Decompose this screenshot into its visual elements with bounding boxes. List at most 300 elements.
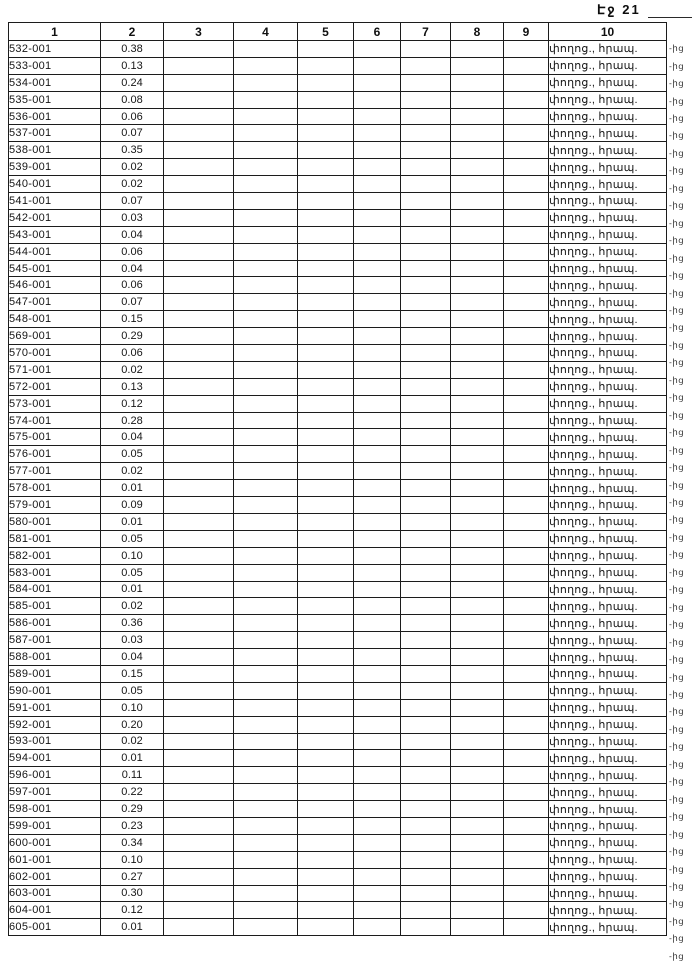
empty-cell <box>234 74 298 91</box>
note-cell: փողոց., հրապ. <box>549 429 667 446</box>
note-cell: փողոց., հրապ. <box>549 632 667 649</box>
parcel-id-cell: 577-001 <box>9 463 101 480</box>
empty-cell <box>451 193 504 210</box>
value-cell: 0.27 <box>101 868 164 885</box>
empty-cell <box>234 412 298 429</box>
parcel-id-cell: 540-001 <box>9 176 101 193</box>
empty-cell <box>298 598 354 615</box>
empty-cell <box>164 615 234 632</box>
edge-fragment-text: -ից <box>669 200 685 211</box>
note-cell: փողոց., հրապ. <box>549 615 667 632</box>
edge-fragment-text: -ից <box>669 688 685 699</box>
page-number-label: Էջ 21 <box>597 2 641 17</box>
empty-cell <box>298 665 354 682</box>
table-row <box>9 598 667 615</box>
empty-cell <box>401 716 451 733</box>
note-cell: փողոց., հրապ. <box>549 665 667 682</box>
empty-cell <box>354 395 401 412</box>
empty-cell <box>504 682 549 699</box>
empty-cell <box>401 649 451 666</box>
note-cell: փողոց., հրապ. <box>549 834 667 851</box>
empty-cell <box>298 260 354 277</box>
empty-cell <box>234 395 298 412</box>
empty-cell <box>504 817 549 834</box>
edge-fragment-text: -ից <box>669 758 685 769</box>
value-cell: 0.30 <box>101 885 164 902</box>
empty-cell <box>354 260 401 277</box>
empty-cell <box>401 885 451 902</box>
table-row <box>9 91 667 108</box>
empty-cell <box>504 767 549 784</box>
empty-cell <box>164 91 234 108</box>
empty-cell <box>504 142 549 159</box>
empty-cell <box>234 57 298 74</box>
empty-cell <box>451 91 504 108</box>
edge-fragment-text: -ից <box>669 933 685 944</box>
empty-cell <box>354 277 401 294</box>
empty-cell <box>164 412 234 429</box>
value-cell: 0.10 <box>101 851 164 868</box>
value-cell: 0.23 <box>101 817 164 834</box>
empty-cell <box>234 176 298 193</box>
empty-cell <box>164 41 234 58</box>
empty-cell <box>164 176 234 193</box>
empty-cell <box>164 564 234 581</box>
parcel-id-cell: 543-001 <box>9 226 101 243</box>
table-row <box>9 294 667 311</box>
empty-cell <box>354 649 401 666</box>
empty-cell <box>504 311 549 328</box>
edge-fragment-text: -ից <box>669 776 685 787</box>
edge-fragment-text: -ից <box>669 846 685 857</box>
empty-cell <box>234 294 298 311</box>
empty-cell <box>298 632 354 649</box>
empty-cell <box>451 260 504 277</box>
parcel-id-cell: 534-001 <box>9 74 101 91</box>
empty-cell <box>354 361 401 378</box>
empty-cell <box>234 209 298 226</box>
empty-cell <box>401 513 451 530</box>
empty-cell <box>354 851 401 868</box>
table-row <box>9 851 667 868</box>
empty-cell <box>401 328 451 345</box>
value-cell: 0.01 <box>101 513 164 530</box>
empty-cell <box>504 277 549 294</box>
table-row <box>9 530 667 547</box>
value-cell: 0.29 <box>101 801 164 818</box>
empty-cell <box>504 919 549 936</box>
edge-fragment-text: -ից <box>669 497 685 507</box>
parcel-id-cell: 592-001 <box>9 716 101 733</box>
empty-cell <box>401 733 451 750</box>
empty-cell <box>298 57 354 74</box>
empty-cell <box>354 446 401 463</box>
empty-cell <box>401 665 451 682</box>
edge-fragment-text: -ից <box>669 531 685 542</box>
note-cell: փողոց., հրապ. <box>549 159 667 176</box>
empty-cell <box>298 902 354 919</box>
parcel-id-cell: 601-001 <box>9 851 101 868</box>
edge-fragment-text: -ից <box>669 915 685 926</box>
empty-cell <box>164 885 234 902</box>
empty-cell <box>298 463 354 480</box>
edge-fragment-text: -ից <box>669 165 685 176</box>
empty-cell <box>451 57 504 74</box>
scan-edge-line <box>648 17 692 18</box>
table-row <box>9 260 667 277</box>
empty-cell <box>298 497 354 514</box>
empty-cell <box>354 902 401 919</box>
table-row <box>9 361 667 378</box>
empty-cell <box>234 817 298 834</box>
empty-cell <box>451 817 504 834</box>
value-cell: 0.05 <box>101 446 164 463</box>
empty-cell <box>164 733 234 750</box>
empty-cell <box>234 851 298 868</box>
table-row <box>9 733 667 750</box>
parcel-id-cell: 571-001 <box>9 361 101 378</box>
empty-cell <box>451 581 504 598</box>
note-cell: փողոց., հրապ. <box>549 699 667 716</box>
empty-cell <box>401 632 451 649</box>
note-cell: փողոց., հրապ. <box>549 91 667 108</box>
value-cell: 0.05 <box>101 530 164 547</box>
table-row <box>9 885 667 902</box>
value-cell: 0.05 <box>101 564 164 581</box>
table-row <box>9 699 667 716</box>
value-cell: 0.03 <box>101 209 164 226</box>
edge-fragment-text: -ից <box>669 723 685 734</box>
parcel-id-cell: 600-001 <box>9 834 101 851</box>
parcel-id-cell: 575-001 <box>9 429 101 446</box>
empty-cell <box>298 159 354 176</box>
table-row <box>9 480 667 497</box>
empty-cell <box>234 513 298 530</box>
value-cell: 0.02 <box>101 159 164 176</box>
empty-cell <box>451 74 504 91</box>
empty-cell <box>451 412 504 429</box>
empty-cell <box>451 547 504 564</box>
value-cell: 0.01 <box>101 480 164 497</box>
empty-cell <box>354 733 401 750</box>
empty-cell <box>451 209 504 226</box>
note-cell: փողոց., հրապ. <box>549 260 667 277</box>
empty-cell <box>298 699 354 716</box>
table-row <box>9 919 667 936</box>
empty-cell <box>401 226 451 243</box>
empty-cell <box>354 530 401 547</box>
empty-cell <box>451 361 504 378</box>
empty-cell <box>451 885 504 902</box>
table-row <box>9 581 667 598</box>
parcel-id-cell: 539-001 <box>9 159 101 176</box>
parcel-id-cell: 589-001 <box>9 665 101 682</box>
note-cell: փողոց., հրապ. <box>549 817 667 834</box>
table-row <box>9 311 667 328</box>
empty-cell <box>298 328 354 345</box>
note-cell: փողոց., հրապ. <box>549 767 667 784</box>
table-row <box>9 834 667 851</box>
empty-cell <box>164 260 234 277</box>
empty-cell <box>451 733 504 750</box>
empty-cell <box>298 851 354 868</box>
edge-fragment-text: -ից <box>669 654 685 665</box>
parcel-id-cell: 585-001 <box>9 598 101 615</box>
empty-cell <box>451 919 504 936</box>
empty-cell <box>298 868 354 885</box>
empty-cell <box>504 497 549 514</box>
empty-cell <box>504 108 549 125</box>
empty-cell <box>234 784 298 801</box>
parcel-id-cell: 599-001 <box>9 817 101 834</box>
edge-fragment-text: -ից <box>669 43 685 54</box>
value-cell: 0.13 <box>101 378 164 395</box>
edge-fragment-text: -ից <box>669 95 685 106</box>
table-row <box>9 125 667 142</box>
empty-cell <box>164 801 234 818</box>
table-row <box>9 74 667 91</box>
empty-cell <box>298 581 354 598</box>
empty-cell <box>504 345 549 362</box>
edge-fragment-text: -ից <box>669 706 685 717</box>
empty-cell <box>234 632 298 649</box>
empty-cell <box>234 91 298 108</box>
parcel-id-cell: 598-001 <box>9 801 101 818</box>
parcel-id-cell: 588-001 <box>9 649 101 666</box>
empty-cell <box>354 868 401 885</box>
column-header-7: 7 <box>401 23 451 41</box>
empty-cell <box>234 885 298 902</box>
empty-cell <box>298 361 354 378</box>
empty-cell <box>298 513 354 530</box>
value-cell: 0.07 <box>101 294 164 311</box>
parcel-id-cell: 544-001 <box>9 243 101 260</box>
table-row <box>9 395 667 412</box>
column-header-10: 10 <box>549 23 667 41</box>
empty-cell <box>504 294 549 311</box>
empty-cell <box>451 801 504 818</box>
value-cell: 0.06 <box>101 108 164 125</box>
note-cell: փողոց., հրապ. <box>549 226 667 243</box>
empty-cell <box>401 311 451 328</box>
empty-cell <box>504 159 549 176</box>
empty-cell <box>401 277 451 294</box>
empty-cell <box>504 41 549 58</box>
parcel-id-cell: 582-001 <box>9 547 101 564</box>
empty-cell <box>401 463 451 480</box>
empty-cell <box>234 868 298 885</box>
empty-cell <box>164 446 234 463</box>
empty-cell <box>298 429 354 446</box>
empty-cell <box>354 294 401 311</box>
note-cell: փողոց., հրապ. <box>549 480 667 497</box>
empty-cell <box>354 632 401 649</box>
empty-cell <box>401 446 451 463</box>
value-cell: 0.29 <box>101 328 164 345</box>
empty-cell <box>164 868 234 885</box>
table-row <box>9 513 667 530</box>
empty-cell <box>354 919 401 936</box>
note-cell: փողոց., հրապ. <box>549 716 667 733</box>
edge-fragment-text: -ից <box>669 741 685 752</box>
table-row <box>9 446 667 463</box>
edge-fragment-text: -ից <box>669 217 685 228</box>
empty-cell <box>401 530 451 547</box>
column-header-8: 8 <box>451 23 504 41</box>
table-row <box>9 665 667 682</box>
empty-cell <box>354 41 401 58</box>
empty-cell <box>504 176 549 193</box>
edge-fragment-text: -ից <box>669 479 685 490</box>
table-row <box>9 716 667 733</box>
empty-cell <box>354 885 401 902</box>
edge-fragment-text: -ից <box>669 357 685 368</box>
edge-fragment-text: -ից <box>669 270 685 281</box>
value-cell: 0.35 <box>101 142 164 159</box>
column-header-9: 9 <box>504 23 549 41</box>
edge-fragment-text: -ից <box>669 898 685 909</box>
parcel-id-cell: 591-001 <box>9 699 101 716</box>
empty-cell <box>401 41 451 58</box>
value-cell: 0.10 <box>101 547 164 564</box>
value-cell: 0.20 <box>101 716 164 733</box>
value-cell: 0.15 <box>101 311 164 328</box>
empty-cell <box>451 497 504 514</box>
empty-cell <box>504 74 549 91</box>
value-cell: 0.15 <box>101 665 164 682</box>
edge-fragment-text: -ից <box>669 339 685 350</box>
empty-cell <box>234 277 298 294</box>
empty-cell <box>298 649 354 666</box>
empty-cell <box>234 446 298 463</box>
value-cell: 0.09 <box>101 497 164 514</box>
empty-cell <box>164 463 234 480</box>
empty-cell <box>401 361 451 378</box>
empty-cell <box>298 750 354 767</box>
note-cell: փողոց., հրապ. <box>549 784 667 801</box>
empty-cell <box>504 209 549 226</box>
empty-cell <box>234 328 298 345</box>
table-row <box>9 412 667 429</box>
empty-cell <box>451 767 504 784</box>
empty-cell <box>401 919 451 936</box>
value-cell: 0.12 <box>101 395 164 412</box>
empty-cell <box>504 412 549 429</box>
table-row <box>9 378 667 395</box>
empty-cell <box>401 834 451 851</box>
value-cell: 0.08 <box>101 91 164 108</box>
parcel-id-cell: 574-001 <box>9 412 101 429</box>
empty-cell <box>451 311 504 328</box>
edge-fragment-text: -ից <box>669 305 685 316</box>
empty-cell <box>354 429 401 446</box>
empty-cell <box>401 108 451 125</box>
empty-cell <box>401 176 451 193</box>
value-cell: 0.36 <box>101 615 164 632</box>
note-cell: փողոց., հրապ. <box>549 564 667 581</box>
empty-cell <box>298 885 354 902</box>
table-row <box>9 108 667 125</box>
edge-fragment-text: -ից <box>669 880 685 891</box>
value-cell: 0.01 <box>101 581 164 598</box>
empty-cell <box>234 243 298 260</box>
empty-cell <box>354 817 401 834</box>
parcel-id-cell: 545-001 <box>9 260 101 277</box>
empty-cell <box>298 733 354 750</box>
empty-cell <box>234 902 298 919</box>
empty-cell <box>504 378 549 395</box>
parcel-id-cell: 580-001 <box>9 513 101 530</box>
parcel-id-cell: 536-001 <box>9 108 101 125</box>
parcel-id-cell: 546-001 <box>9 277 101 294</box>
empty-cell <box>451 699 504 716</box>
empty-cell <box>451 328 504 345</box>
empty-cell <box>234 547 298 564</box>
empty-cell <box>451 784 504 801</box>
empty-cell <box>164 581 234 598</box>
empty-cell <box>234 682 298 699</box>
edge-fragment-text: -ից <box>669 671 685 682</box>
empty-cell <box>298 193 354 210</box>
empty-cell <box>451 226 504 243</box>
table-row <box>9 243 667 260</box>
empty-cell <box>164 716 234 733</box>
empty-cell <box>451 902 504 919</box>
empty-cell <box>451 530 504 547</box>
parcel-id-cell: 593-001 <box>9 733 101 750</box>
note-cell: փողոց., հրապ. <box>549 193 667 210</box>
empty-cell <box>354 497 401 514</box>
parcel-id-cell: 583-001 <box>9 564 101 581</box>
empty-cell <box>451 41 504 58</box>
value-cell: 0.10 <box>101 699 164 716</box>
empty-cell <box>504 868 549 885</box>
empty-cell <box>234 260 298 277</box>
table-row <box>9 649 667 666</box>
empty-cell <box>234 598 298 615</box>
value-cell: 0.13 <box>101 57 164 74</box>
note-cell: փողոց., հրապ. <box>549 581 667 598</box>
empty-cell <box>234 193 298 210</box>
empty-cell <box>354 243 401 260</box>
note-cell: փողոց., հրապ. <box>549 446 667 463</box>
empty-cell <box>164 649 234 666</box>
empty-cell <box>354 91 401 108</box>
empty-cell <box>504 193 549 210</box>
empty-cell <box>451 345 504 362</box>
empty-cell <box>164 142 234 159</box>
note-cell: փողոց., հրապ. <box>549 395 667 412</box>
table-row <box>9 277 667 294</box>
empty-cell <box>164 851 234 868</box>
table-row <box>9 767 667 784</box>
empty-cell <box>451 429 504 446</box>
parcel-id-cell: 572-001 <box>9 378 101 395</box>
edge-fragment-text: -ից <box>669 811 685 822</box>
empty-cell <box>451 665 504 682</box>
empty-cell <box>451 513 504 530</box>
note-cell: փողոց., հրապ. <box>549 328 667 345</box>
table-row <box>9 497 667 514</box>
note-cell: փողոց., հրապ. <box>549 176 667 193</box>
edge-fragment-text: -ից <box>669 514 685 525</box>
empty-cell <box>504 328 549 345</box>
empty-cell <box>164 395 234 412</box>
empty-cell <box>164 598 234 615</box>
empty-cell <box>354 57 401 74</box>
value-cell: 0.12 <box>101 902 164 919</box>
empty-cell <box>354 328 401 345</box>
